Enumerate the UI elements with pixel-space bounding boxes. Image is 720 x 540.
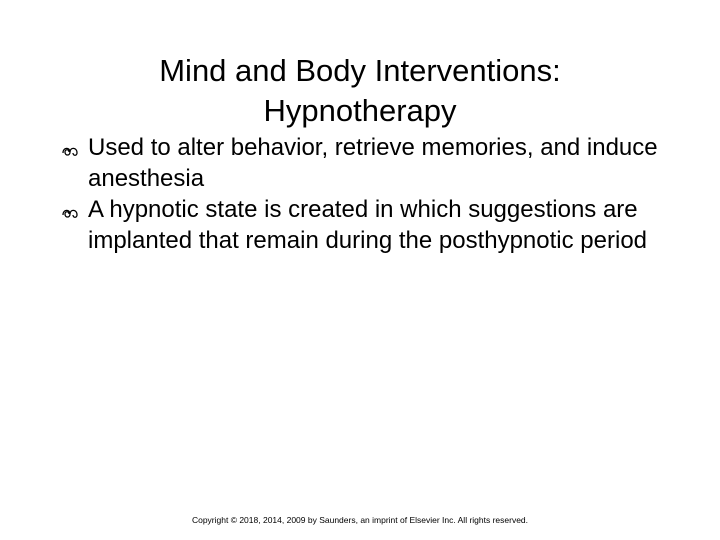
bullet-item-2	[60, 194, 680, 256]
decorative-scroll-bullet-icon	[60, 200, 80, 220]
slide-title	[0, 51, 720, 131]
bullet-item-1	[60, 132, 680, 194]
bullet-text-2: A hypnotic state is created in which suggestions are implanted that remain during the posthypnotic period	[88, 196, 648, 254]
bullet-text-1: Used to alter behavior, retrieve memories, and induce anesthesia	[88, 134, 658, 192]
slide-title-line-1: Mind and Body Interventions:	[159, 52, 561, 88]
bullet-list	[60, 132, 680, 256]
decorative-scroll-bullet-icon	[60, 138, 80, 158]
copyright-footer: Copyright © 2018, 2014, 2009 by Saunders, an imprint of Elsevier Inc. All rights reserved.	[191, 515, 529, 525]
slide-title-line-2: Hypnotherapy	[263, 92, 457, 128]
